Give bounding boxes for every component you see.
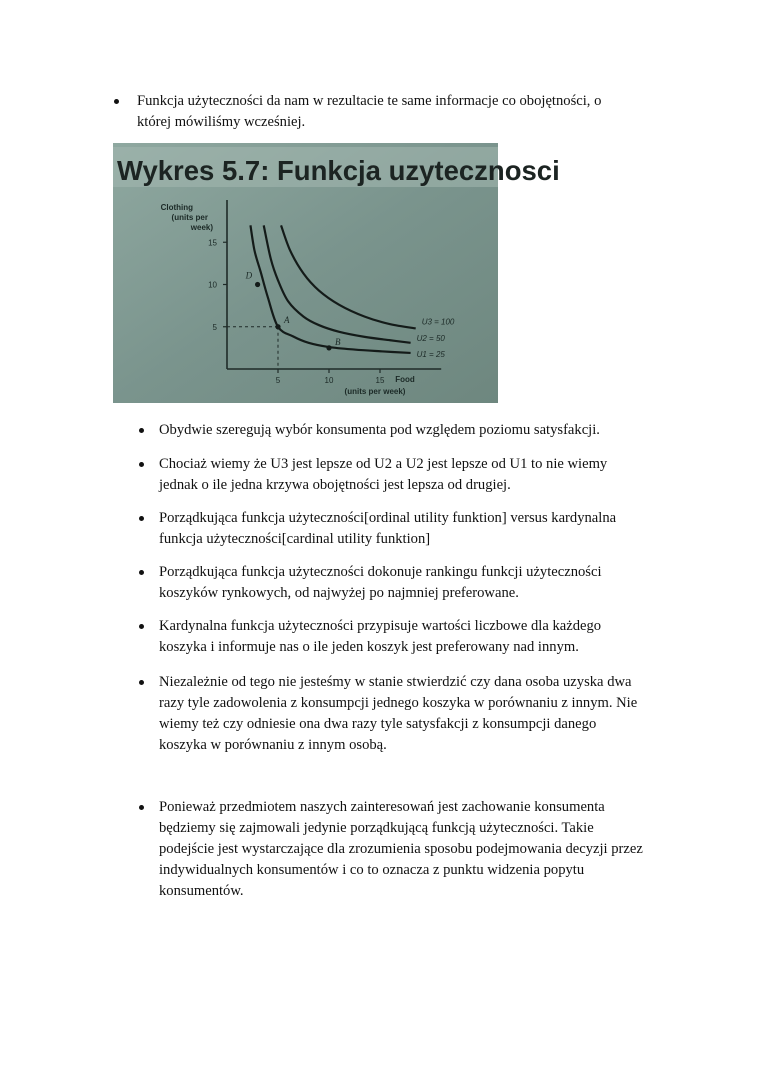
bullet-paragraph [159,672,637,756]
point-label: D [245,270,253,281]
y-axis-label: (units per [171,213,208,222]
intro-line: której mówiliśmy wcześniej. [137,114,306,130]
bullet-icon [139,428,144,433]
bullet-icon [139,624,144,629]
intro-bullet-icon [114,99,119,104]
figure-title: Wykres 5.7: Funkcja uzytecznosci [117,155,560,186]
curve-label: U3 = 100 [421,317,455,327]
bullet-icon [139,805,144,810]
intro-line: Funkcja użyteczności da nam w rezultacie te same informacje co obojętności, o [137,93,602,109]
point-label: A [284,314,290,325]
bullet-paragraph [159,797,643,902]
curve-label: U2 = 50 [416,333,445,343]
point-label: B [335,336,341,347]
bullet-paragraph [159,616,601,658]
bullet-line: koszyka i informuje nas o ile jeden koszyk jest preferowany nad innym. [159,639,579,655]
y-tick-label: 10 [208,280,217,290]
utility-function-figure [113,143,560,403]
bullet-icon [139,680,144,685]
bullet-paragraph [159,454,607,496]
bullet-icon [139,462,144,467]
bullet-line: Kardynalna funkcja użyteczności przypisuje wartości liczbowe dla każdego [159,618,602,634]
bullet-line: jednak o ile jedna krzywa obojętności jest lepsza od drugiej. [159,477,511,493]
bullet-line: indywidualnych konsumentów i co to oznacza z punktu widzenia popytu [159,862,585,878]
point-D [255,282,260,287]
x-tick-label: 5 [275,376,281,385]
bullet-line: koszyka w porównaniu z innym osobą. [159,737,387,753]
bullet-line: będziemy się zajmowali jedynie porządkującą funkcją użyteczności. Takie [159,820,594,836]
y-axis-label: Clothing [160,203,193,212]
y-axis-label: week) [190,223,213,232]
point-B [326,345,331,350]
indifference-curves-chart [113,143,560,403]
bullet-icon [139,570,144,575]
x-axis-label: Food [395,375,415,384]
bullet-line: podejście jest wystarczające dla zrozumienia sposobu podejmowania decyzji przez [159,841,643,857]
y-tick-label: 15 [208,238,217,248]
bullet-line: konsumentów. [159,883,244,899]
bullet-paragraph [159,420,600,441]
bullet-line: koszyków rynkowych, od najwyżej po najmniej preferowane. [159,585,519,601]
bullet-line: Ponieważ przedmiotem naszych zainteresowań jest zachowanie konsumenta [159,799,605,815]
bullet-paragraph [159,508,616,550]
bullet-line: Obydwie szeregują wybór konsumenta pod względem poziomu satysfakcji. [159,422,600,438]
point-A [275,324,280,329]
bullet-paragraph [159,562,602,604]
intro-paragraph [137,91,601,133]
x-axis-label: (units per week) [344,387,406,396]
bullet-line: Niezależnie od tego nie jesteśmy w stanie stwierdzić czy dana osoba uzyska dwa [159,674,632,690]
x-tick-label: 15 [375,376,385,385]
bullet-icon [139,516,144,521]
x-tick-label: 10 [324,376,334,385]
bullet-line: Chociaż wiemy że U3 jest lepsze od U2 a U2 jest lepsze od U1 to nie wiemy [159,456,608,472]
y-tick-label: 5 [212,322,217,332]
curve-label: U1 = 25 [416,349,445,359]
bullet-line: razy tyle zadowolenia z konsumpcji jednego koszyka w porównaniu z innym. Nie [159,695,638,711]
bullet-line: Porządkująca funkcja użyteczności[ordinal utility funktion] versus kardynalna [159,510,617,526]
bullet-line: funkcja użyteczności[cardinal utility funktion] [159,531,431,547]
bullet-line: Porządkująca funkcja użyteczności dokonuje rankingu funkcji użyteczności [159,564,602,580]
bullet-line: wiemy też czy odniesie ona dwa razy tyle satysfakcji z konsumpcji danego [159,716,597,732]
